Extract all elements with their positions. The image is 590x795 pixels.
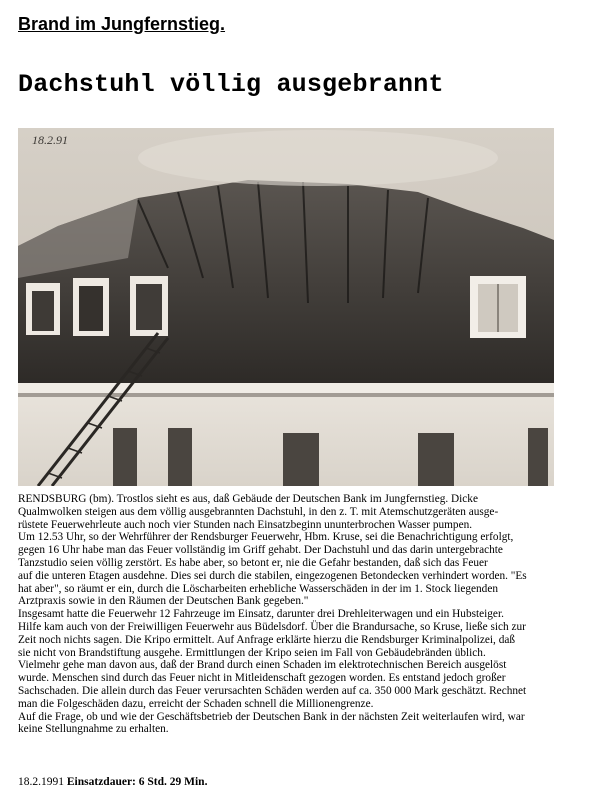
article-line: wurde. Menschen sind durch das Feuer nicht in Mitleidenschaft gezogen worden. Es entstand jedoch großer [18, 672, 506, 685]
handwritten-photo-date: 18.2.91 [32, 133, 68, 147]
article-line: Vielmehr gehe man davon aus, daß der Brand durch einen Schaden im elektrotechnischen Bereich ausgelöst [18, 659, 507, 672]
article-line: Sachschaden. Die allein durch das Feuer verursachten Schäden werden auf ca. 350 000 Mark geschätzt. Rechnet [18, 684, 527, 697]
article-body [18, 493, 558, 736]
article-line: Zeit noch nichts sagen. Die Kripo ermittelt. Auf Anfrage erklärte hierzu die Rendsburger Kriminalpolizei, daß [18, 633, 516, 646]
article-line: Auf die Frage, ob und wie der Geschäftsbetrieb der Deutschen Bank in der nächsten Zeit weiterlaufen wird, war [18, 710, 525, 723]
article-headline: Dachstuhl völlig ausgebrannt [18, 70, 444, 99]
article-line: Hilfe kam auch von der Freiwilligen Feuerwehr aus Büdelsdorf. Über die Brandursache, so Kruse, ließe sich zur [18, 620, 526, 633]
news-photo [18, 128, 554, 486]
article-line: RENDSBURG (bm). Trostlos sieht es aus, daß Gebäude der Deutschen Bank im Jungfernstieg. Dicke [18, 493, 478, 505]
article-line: rüstete Feuerwehrleute auch noch vier Stunden nach Einsatzbeginn ununterbrochen Wasser pumpen. [18, 518, 473, 531]
article-line: Qualmwolken steigen aus dem völlig ausgebrannten Dachstuhl, in den z. T. mit Atemschutzgeräten ausge- [18, 505, 499, 518]
article-line: sie nicht von Brandstiftung ausgehe. Ermittlungen der Kripo seien im Fall von Gebäudebränden üblich. [18, 646, 486, 659]
article-line: Tanzstudio seien völlig zerstört. Es habe aber, so betont er, nie die Gefahr bestanden, daß sich das Feuer [18, 556, 488, 569]
article-line: Um 12.53 Uhr, so der Wehrführer der Rendsburger Feuerwehr, Hbm. Kruse, sei die Benachrichtigung erfolgt, [18, 531, 514, 544]
article-line: gegen 16 Uhr habe man das Feuer vollständig im Griff gehabt. Der Dachstuhl und das darin untergebrachte [18, 544, 503, 557]
footer-date: 18.2.1991 [18, 776, 64, 788]
footer-duration: Einsatzdauer: 6 Std. 29 Min. [66, 776, 208, 788]
article-line: Arztpraxis sowie in den Räumen der Deutschen Bank gegeben." [18, 595, 309, 608]
article-line: auf die unteren Etagen ausdehne. Dies sei durch die stabilen, eingezogenen Betondecken verhindert worden. "Es [18, 569, 527, 582]
article-line: keine Stellungnahme zu erhalten. [18, 723, 169, 736]
footer-line [18, 776, 207, 788]
article-line: Insgesamt hatte die Feuerwehr 12 Fahrzeuge im Einsatz, darunter drei Drehleiterwagen und ein Hubsteiger. [18, 608, 504, 621]
article-line: man die Folgeschäden dazu, erreicht der Schaden schnell die Millionengrenze. [18, 697, 374, 710]
kicker-heading: Brand im Jungfernstieg. [18, 14, 226, 34]
burned-roof-photo [18, 128, 554, 486]
article-line: hat aber", so räumt er ein, durch die Löscharbeiten erhebliche Wasserschäden in der im 1. Stock liegenden [18, 582, 498, 595]
